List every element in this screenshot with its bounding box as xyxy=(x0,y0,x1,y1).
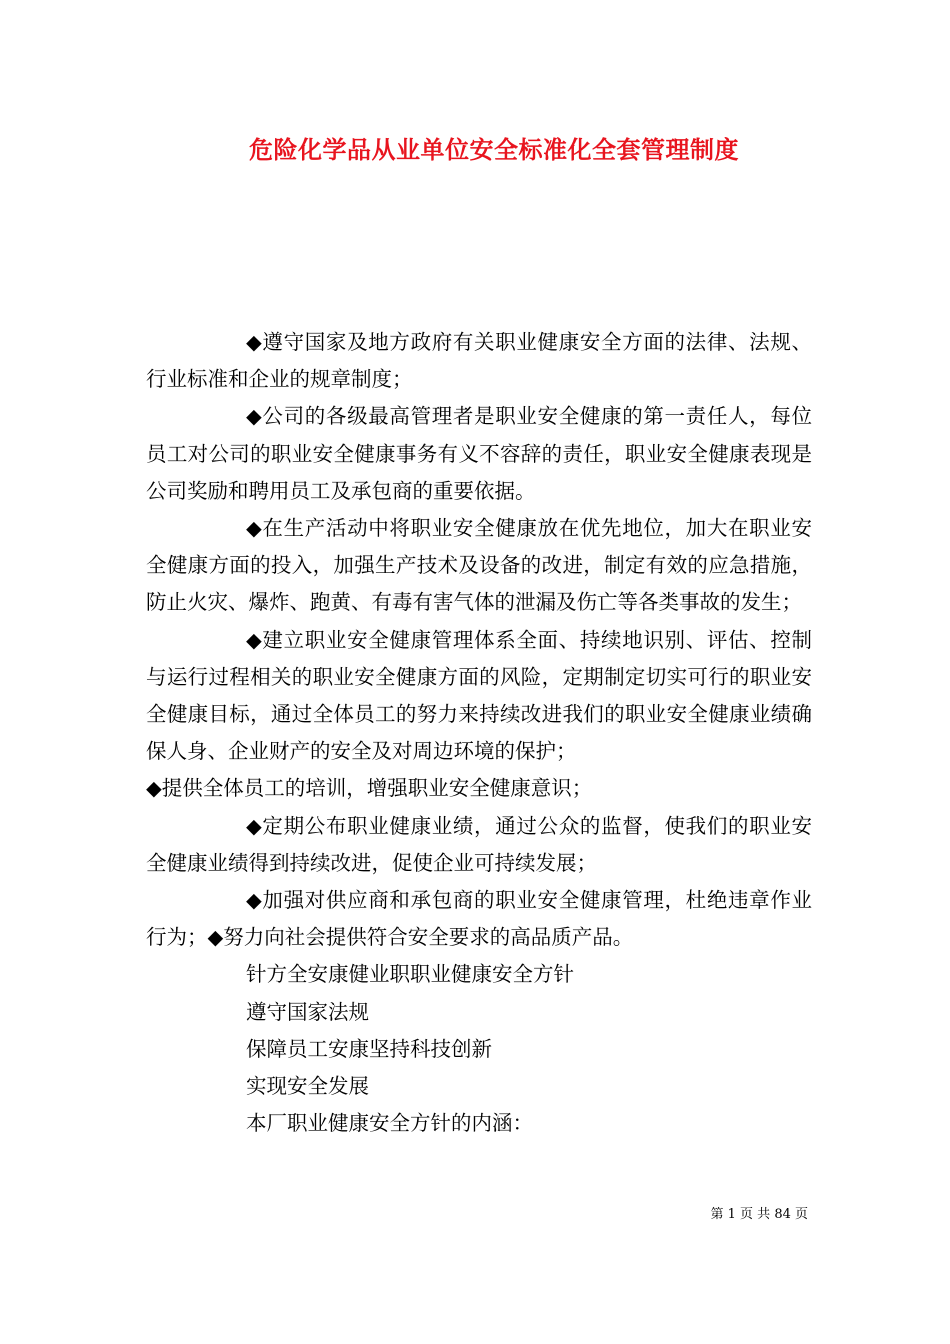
policy-paragraph: ◆提供全体员工的培训，增强职业安全健康意识； xyxy=(146,776,593,801)
policy-paragraph: ◆公司的各级最高管理者是职业安全健康的第一责任人，每位员工对公司的职业安全健康事务有义不容辞的责任，职业安全健康表现是公司奖励和聘用员工及承包商的重要依据。 xyxy=(146,404,812,503)
policy-paragraph: ◆在生产活动中将职业安全健康放在优先地位，加大在职业安全健康方面的投入，加强生产技术及设备的改进，制定有效的应急措施，防止火灾、爆炸、跑黄、有毒有害气体的泄漏及伤亡等各类事故的发生； xyxy=(146,516,812,615)
page-number: 第 1 页 共 84 页 xyxy=(710,1207,808,1222)
policy-paragraph: ◆建立职业安全健康管理体系全面、持续地识别、评估、控制与运行过程相关的职业安全健康方面的风险，定期制定切实可行的职业安全健康目标，通过全体员工的努力来持续改进我们的职业安全健康业绩确保人身、企业财产的安全及对周边环境的保护； xyxy=(146,627,812,764)
policy-line: 本厂职业健康安全方针的内涵： xyxy=(246,1111,533,1136)
policy-line: 遵守国家法规 xyxy=(246,999,369,1024)
policy-line: 实现安全发展 xyxy=(246,1074,369,1099)
policy-line: 针方全安康健业职职业健康安全方针 xyxy=(246,962,574,987)
document-body xyxy=(146,324,812,1142)
policy-paragraph: ◆定期公布职业健康业绩，通过公众的监督，使我们的职业安全健康业绩得到持续改进，促使企业可持续发展； xyxy=(146,813,812,875)
policy-line: 保障员工安康坚持科技创新 xyxy=(246,1036,492,1061)
policy-paragraph: ◆遵守国家及地方政府有关职业健康安全方面的法律、法规、行业标准和企业的规章制度； xyxy=(146,330,812,392)
document-title: 危险化学品从业单位安全标准化全套管理制度 xyxy=(249,136,739,164)
policy-paragraph: ◆加强对供应商和承包商的职业安全健康管理，杜绝违章作业行为；◆努力向社会提供符合安全要求的高品质产品。 xyxy=(146,888,812,950)
